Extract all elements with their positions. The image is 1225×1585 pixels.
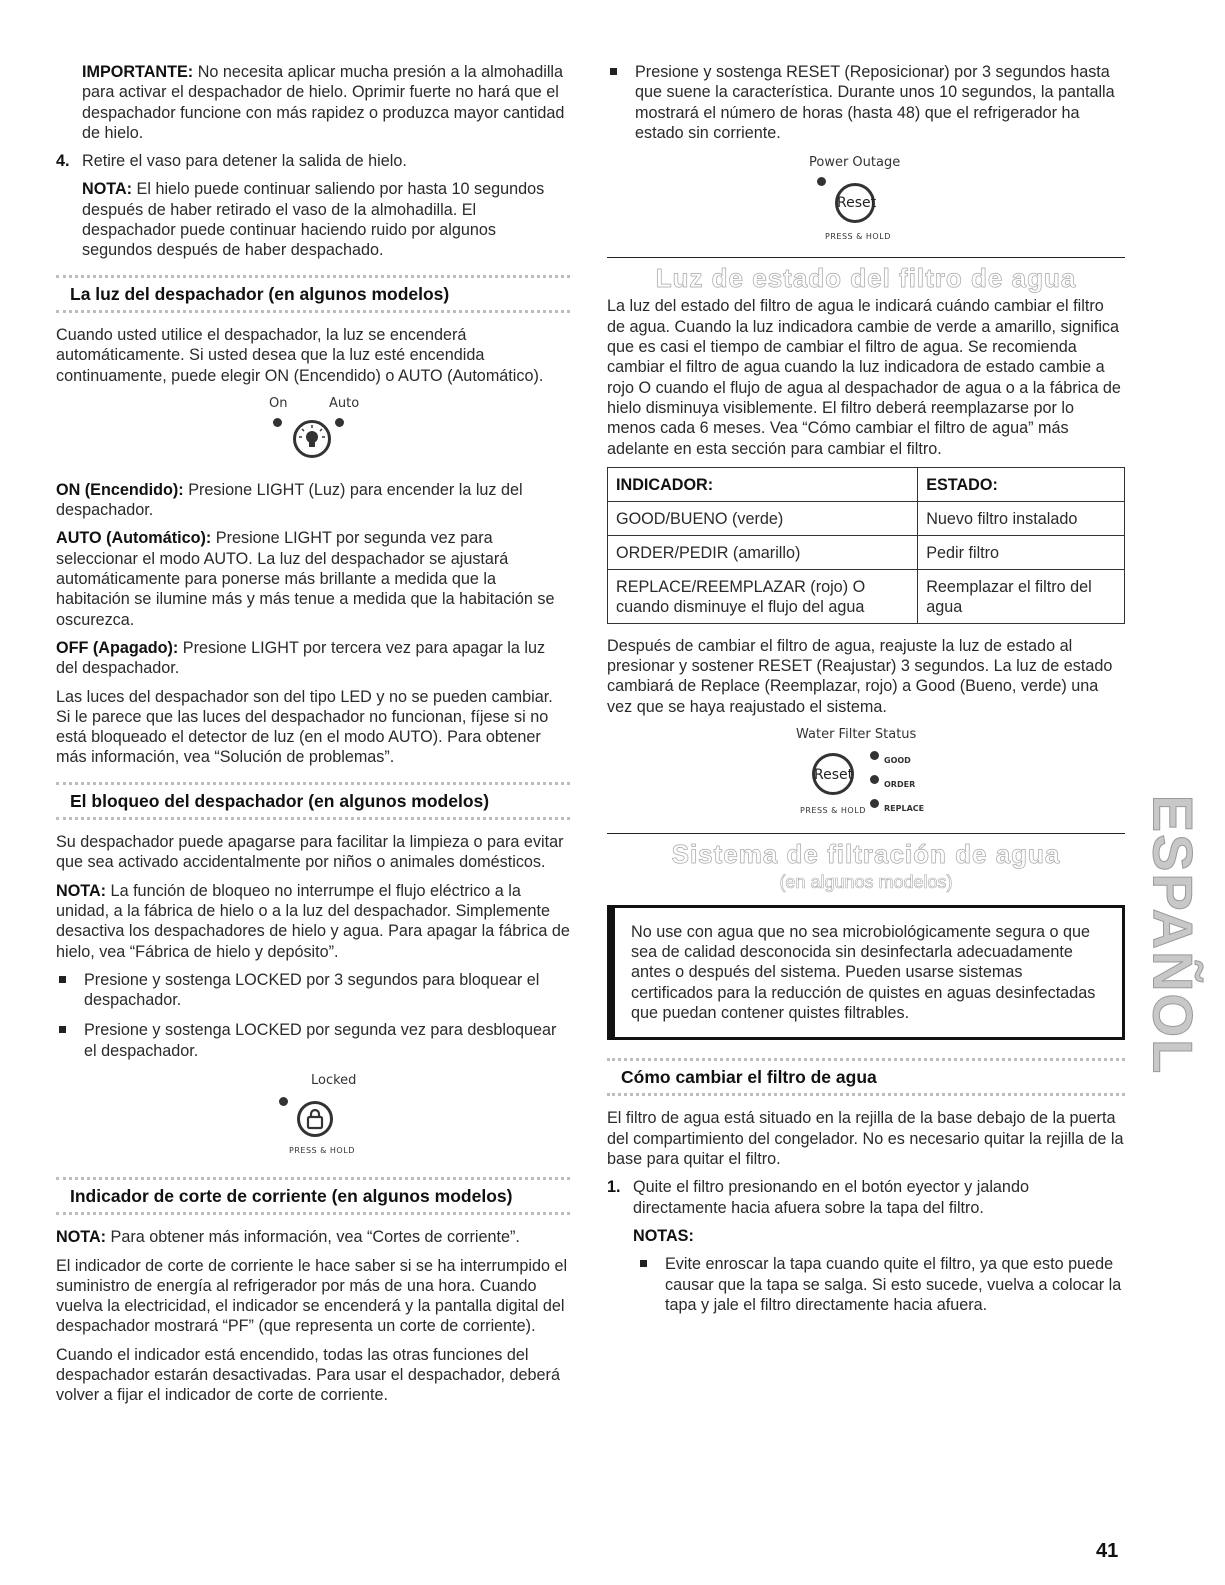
padlock-icon — [300, 1104, 330, 1134]
filter-status-title: Luz de estado del filtro de agua — [655, 263, 1077, 294]
power-section-heading: Indicador de corte de corriente (en algunos modelos) — [56, 1177, 570, 1215]
power-outage-label: Power Outage — [809, 155, 901, 171]
press-hold-label: PRESS & HOLD — [289, 1145, 355, 1155]
step-4: 4. Retire el vaso para detener la salida de hielo. — [56, 152, 407, 171]
change-filter-heading: Cómo cambiar el filtro de agua — [607, 1058, 1125, 1096]
lock-intro: Su despachador puede apagarse para facilitar la limpieza o para evitar que sea activado accidentalmente por niños o animales domésticos. — [56, 833, 564, 872]
on-description: ON (Encendido): Presione LIGHT (Luz) para encender la luz del despachador. — [56, 480, 523, 520]
filtration-warning-text: No use con agua que no sea microbiológicamente segura o que sea de calidad desconocida sin desinfectarla adecuadamente antes o después del sistema. Pueden usarse sistemas certificados para la reducción de quistes en aguas desinfectadas que puedan contener quistes filtrables. — [631, 922, 1096, 1022]
led-note: Las luces del despachador son del tipo LED y no se pueden cambiar. Si le parece que las luces del despachador no funcionan, fíjese si no está bloqueado el detector de luz (en el modo AUTO). Para obtener más información, vea “Solución de problemas”. — [56, 687, 553, 767]
order-label: ORDER — [884, 780, 916, 790]
note-ice: NOTA: El hielo puede continuar saliendo por hasta 10 segundos después de haber retirado el vaso de la almohadilla. El despachador puede continuar haciendo ruido por algunos segundos después de haber despachado. — [82, 180, 545, 260]
light-button[interactable] — [293, 420, 331, 458]
off-description: OFF (Apagado): Presione LIGHT por tercera vez para apagar la luz del despachador. — [56, 638, 546, 678]
good-indicator-dot — [870, 751, 879, 760]
table-cell: REPLACE/REEMPLAZAR (rojo) O cuando disminuye el flujo del agua — [608, 569, 918, 623]
change-filter-intro: El filtro de agua está situado en la rejilla de la base debajo de la puerta del compartimiento del congelador. No es necesario quitar la rejilla de la base para quitar el filtro. — [607, 1109, 1124, 1169]
language-side-tab — [1141, 794, 1205, 1076]
water-filter-status-label: Water Filter Status — [796, 727, 917, 743]
filtration-warning-box — [607, 905, 1125, 1040]
power-reset-bullet: Presione y sostenga RESET (Reposicionar) por 3 segundos hasta que suene la característica. Durante unos 10 segundos, la pantalla mostrará el número de horas (hasta 48) que el refrigerador ha estado sin corriente. — [607, 62, 1125, 143]
notes-label: NOTAS: — [633, 1226, 694, 1245]
section-divider — [607, 833, 1125, 834]
light-intro: Cuando usted utilice el despachador, la luz se encenderá automáticamente. Si usted desea que la luz esté encendida continuamente, puede elegir ON (Encendido) o AUTO (Automático). — [56, 325, 544, 385]
locked-indicator-dot — [279, 1097, 288, 1106]
locked-label: Locked — [311, 1072, 357, 1088]
order-indicator-dot — [870, 775, 879, 784]
page-number: 41 — [1096, 1540, 1119, 1562]
good-label: GOOD — [884, 756, 911, 766]
lock-control-panel — [253, 1071, 373, 1159]
power-reset-label: Reset — [837, 195, 877, 212]
table-cell: Pedir filtro — [918, 535, 1125, 569]
table-cell: Reemplazar el filtro del agua — [918, 569, 1125, 623]
on-label: On — [269, 395, 288, 411]
lock-bullet-1: Presione y sostenga LOCKED por 3 segundos para bloquear el despachador. — [56, 970, 570, 1011]
auto-description: AUTO (Automático): Presione LIGHT por segunda vez para seleccionar el modo AUTO. La luz del despachador se ajustará automáticamente para ponerse más brillante a medida que la habitación se ilumine más y más tenue a medida que la habitación se oscurezca. — [56, 529, 555, 629]
table-cell: GOOD/BUENO (verde) — [608, 501, 918, 535]
power-outage-panel — [801, 153, 931, 243]
auto-indicator-dot — [335, 418, 344, 427]
table-row — [608, 569, 1125, 623]
language-side-tab-label: ESPAÑOL — [1141, 794, 1205, 1076]
replace-label: REPLACE — [884, 804, 925, 814]
locked-button[interactable] — [297, 1101, 333, 1137]
filter-status-after: Después de cambiar el filtro de agua, reajuste la luz de estado al presionar y sostener RESET (Reajustar) 3 segundos. La luz de estado cambiará de Replace (Reemplazar, rojo) a Good (Bueno, verde) una vez que se haya reajustado el sistema. — [607, 636, 1113, 716]
lock-note: NOTA: La función de bloqueo no interrumpe el flujo eléctrico a la unidad, a la fábrica de hielo o a la luz del despachador. Simplemente desactiva los despachadores de hielo y agua. Para apagar la fábrica de hielo, vea “Fábrica de hielo y depósito”. — [56, 881, 570, 961]
table-cell: ORDER/PEDIR (amarillo) — [608, 535, 918, 569]
light-bulb-icon — [296, 423, 328, 455]
on-indicator-dot — [273, 418, 282, 427]
filter-status-intro: La luz del estado del filtro de agua le indicará cuándo cambiar el filtro de agua. Cuando la luz indicadora cambie de verde a amarillo, significa que es casi el tiempo de cambiar el filtro de agua. Se recomienda cambiar el filtro de agua cuando la luz indicadora de estado cambie a rojo O cuando el flujo de agua al despachador de agua o a la fábrica de hielo disminuya visiblemente. El filtro deberá reemplazarse por lo menos cada 6 meses. Vea “Cómo cambiar el filtro de agua” más adelante en esta sección para cambiar el filtro. — [607, 297, 1121, 458]
power-paragraph-2: Cuando el indicador está encendido, todas las otras funciones del despachador estarán desactivadas. Para usar el despachador, deberá volver a fijar el indicador de corte de corriente. — [56, 1345, 560, 1405]
replace-indicator-dot — [870, 799, 879, 808]
table-row — [608, 535, 1125, 569]
filter-reset-label: Reset — [814, 767, 854, 784]
section-divider — [607, 257, 1125, 258]
power-press-hold-label: PRESS & HOLD — [825, 232, 891, 242]
table-header-indicator: INDICADOR: — [608, 467, 918, 501]
filtration-title: Sistema de filtración de agua — [671, 839, 1061, 870]
table-header-status: ESTADO: — [918, 467, 1125, 501]
table-cell: Nuevo filtro instalado — [918, 501, 1125, 535]
power-paragraph-1: El indicador de corte de corriente le hace saber si se ha interrumpido el suministro de energía al refrigerador por más de una hora. Cuando vuelva la electricidad, el indicador se encenderá y la pantalla digital del despachador mostrará “PF” (que representa un corte de corriente). — [56, 1256, 568, 1336]
right-column — [607, 62, 1125, 1325]
light-control-panel — [243, 394, 383, 474]
power-note: NOTA: Para obtener más información, vea “Cortes de corriente”. — [56, 1228, 520, 1247]
important-paragraph: IMPORTANTE: No necesita aplicar mucha presión a la almohadilla para activar el despachador de hielo. Oprimir fuerte no hará que el despachador funcione con más rapidez o produzca mayor cantidad de hielo. — [82, 63, 565, 142]
light-section-heading: La luz del despachador (en algunos modelos) — [56, 275, 570, 313]
change-filter-note-bullet: Evite enroscar la tapa cuando quite el filtro, ya que esto puede causar que la tapa se salga. Si esto sucede, vuelva a colocar la tapa y jale el filtro directamente hacia afuera. — [637, 1254, 1125, 1315]
left-column — [56, 62, 570, 1414]
water-filter-status-panel — [786, 725, 946, 819]
lock-section-heading: El bloqueo del despachador (en algunos modelos) — [56, 782, 570, 820]
filtration-subtitle: (en algunos modelos) — [779, 872, 953, 893]
power-outage-indicator-dot — [817, 177, 826, 186]
filter-status-table — [607, 467, 1125, 624]
table-row — [608, 501, 1125, 535]
lock-bullet-2: Presione y sostenga LOCKED por segunda vez para desbloquear el despachador. — [56, 1020, 570, 1061]
auto-label: Auto — [329, 395, 360, 411]
filter-press-hold-label: PRESS & HOLD — [800, 806, 866, 816]
change-filter-step-1: 1. Quite el filtro presionando en el botón eyector y jalando directamente hacia afuera sobre la tapa del filtro. — [607, 1178, 1029, 1217]
